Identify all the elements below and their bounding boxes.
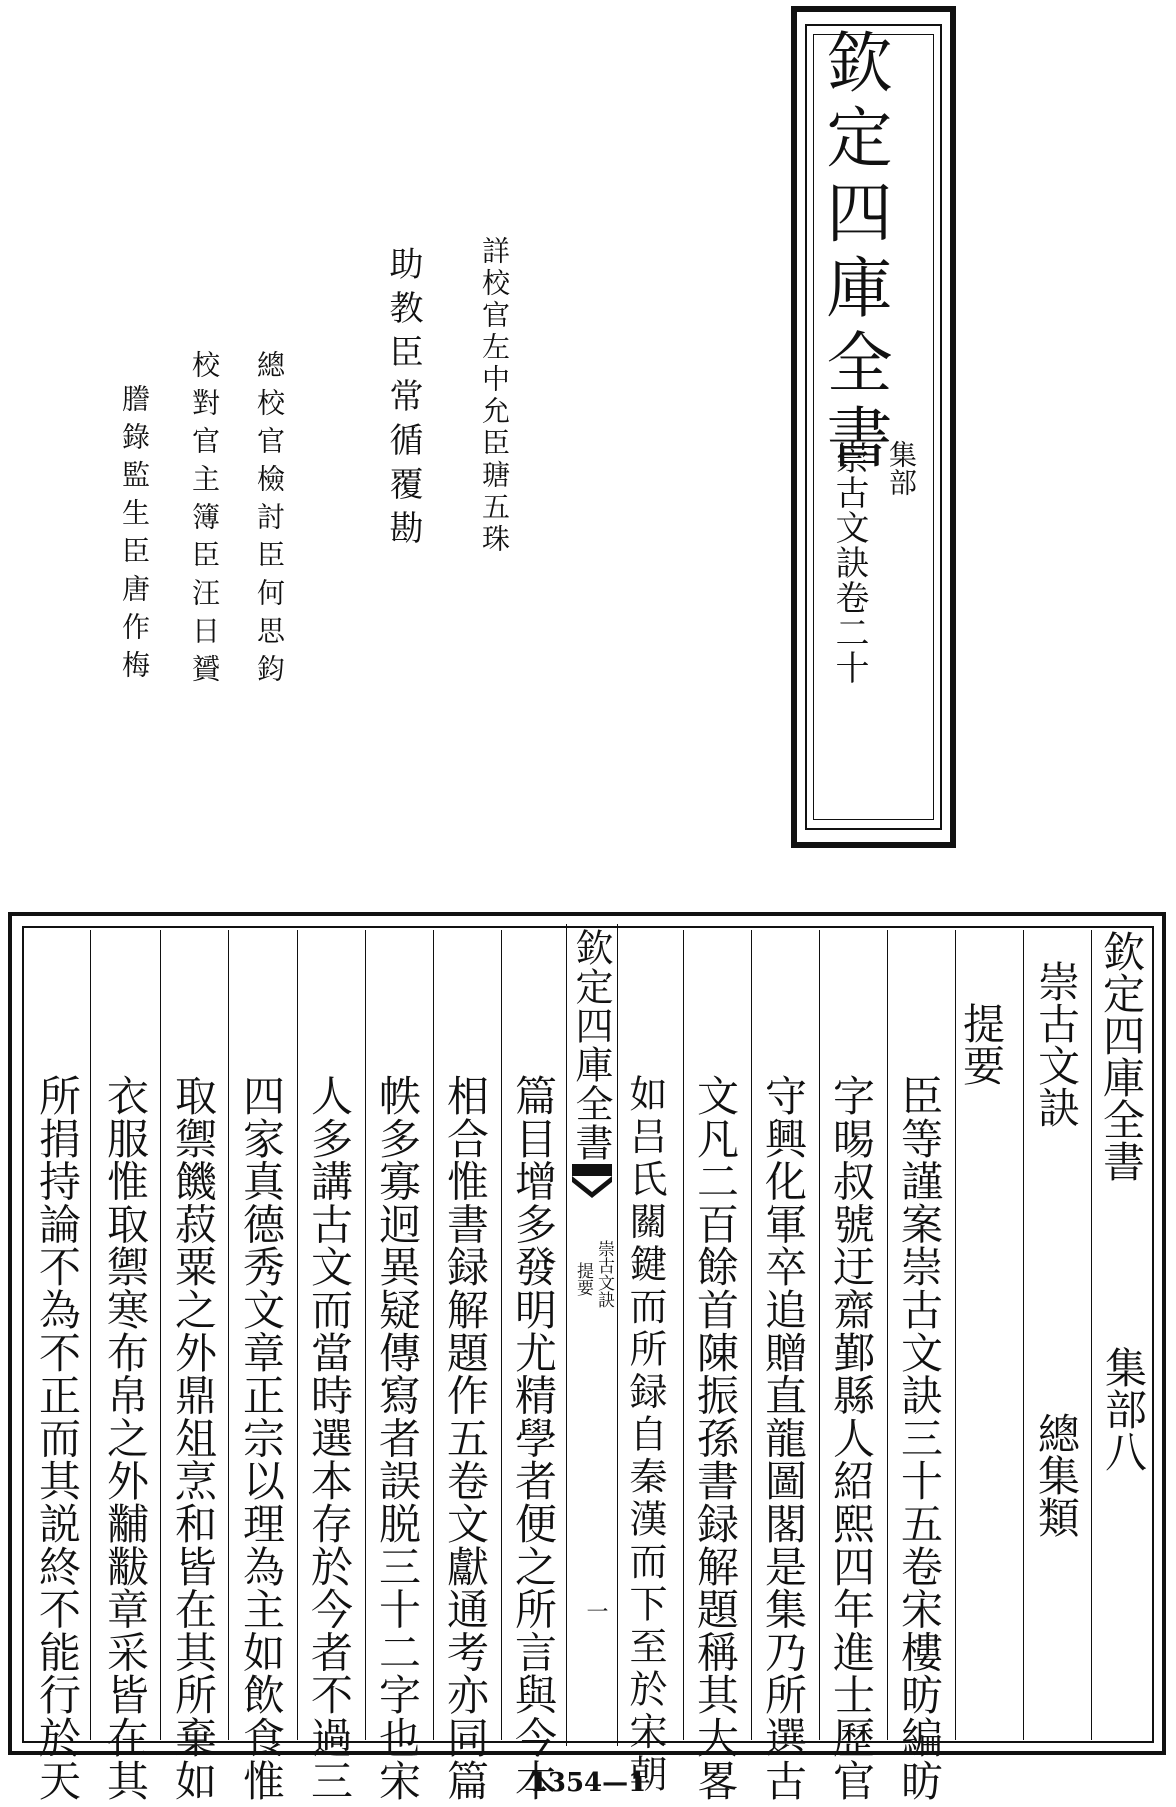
body-column: 如吕氏關鍵而所録自秦漢而下至於宋朝: [623, 1074, 667, 1797]
fishtail-ornament-icon: [572, 1164, 612, 1198]
body-column: 文凡二百餘首陳振孫書録解題稱其大畧: [691, 1074, 740, 1802]
column-rule: [955, 930, 956, 1740]
column-rule: [228, 930, 229, 1740]
column-rule: [1091, 930, 1092, 1740]
body-column: 篇目增多發明尤精學者便之所言與今本: [509, 1074, 558, 1802]
body-column: 字晹叔號迂齋鄞縣人紹熙四年進士歷官: [827, 1074, 876, 1802]
credit-copyist: 謄錄監生臣唐作梅: [118, 384, 151, 688]
credit-collator: 校對官主簿臣汪日贇: [188, 350, 221, 692]
center-title: 欽定四庫全書: [569, 928, 613, 1162]
body-column: 衣服惟取禦寒布帛之外黼黻章采皆在其: [101, 1074, 150, 1802]
body-column: 人多講古文而當時選本存於今者不過三: [305, 1074, 354, 1802]
credit-chief-collator: 總校官檢討臣何思鈞: [253, 350, 286, 692]
body-column: 取禦饑菽粟之外鼎俎烹和皆在其所棄如: [169, 1074, 218, 1802]
column-rule: [1023, 930, 1024, 1740]
body-column: 臣等謹案崇古文訣三十五卷宋樓昉編昉: [895, 1074, 944, 1802]
page-header-title: 欽定四庫全書: [1097, 930, 1146, 1182]
page-number: 1354—1: [529, 1768, 647, 1798]
page-header-section: 集部八: [1099, 1346, 1148, 1472]
column-rule: [751, 930, 752, 1740]
page-header-label: 提要: [957, 1002, 1006, 1086]
credit-reviewer: 助教臣常循覆勘: [383, 246, 423, 554]
body-column: 守興化軍卒追贈直龍圖閣是集乃所選古: [759, 1074, 808, 1802]
body-column: 四家真德秀文章正宗以理為主如飲食惟: [237, 1074, 286, 1802]
body-column: 帙多寡迥異疑傳寫者誤脱三十二字也宋: [373, 1074, 422, 1802]
plaque-section: 集部: [885, 440, 918, 496]
credit-proofreader: 詳校官左中允臣瑭五珠: [478, 236, 511, 556]
column-rule: [160, 930, 161, 1740]
column-rule: [433, 930, 434, 1740]
body-column: 相合惟書録解題作五卷文獻通考亦同篇: [441, 1074, 490, 1802]
column-rule: [683, 930, 684, 1740]
page-header-work: 崇古文訣: [1032, 960, 1081, 1128]
column-rule: [90, 930, 91, 1740]
plaque-title: 欽定四庫全書: [815, 28, 892, 478]
column-rule: [819, 930, 820, 1740]
center-leaf-number: 一: [583, 1600, 608, 1622]
column-rule: [887, 930, 888, 1740]
center-section-label: 提要: [573, 1262, 593, 1296]
page-header-category: 總集類: [1032, 1412, 1081, 1538]
column-rule: [501, 930, 502, 1740]
column-rule: [365, 930, 366, 1740]
column-rule: [297, 930, 298, 1740]
center-work-label: 崇古文訣: [594, 1240, 614, 1308]
body-column: 所捐持論不為不正而其説終不能行於天: [33, 1074, 82, 1802]
plaque-subtitle: 崇古文訣卷二十: [829, 440, 869, 685]
